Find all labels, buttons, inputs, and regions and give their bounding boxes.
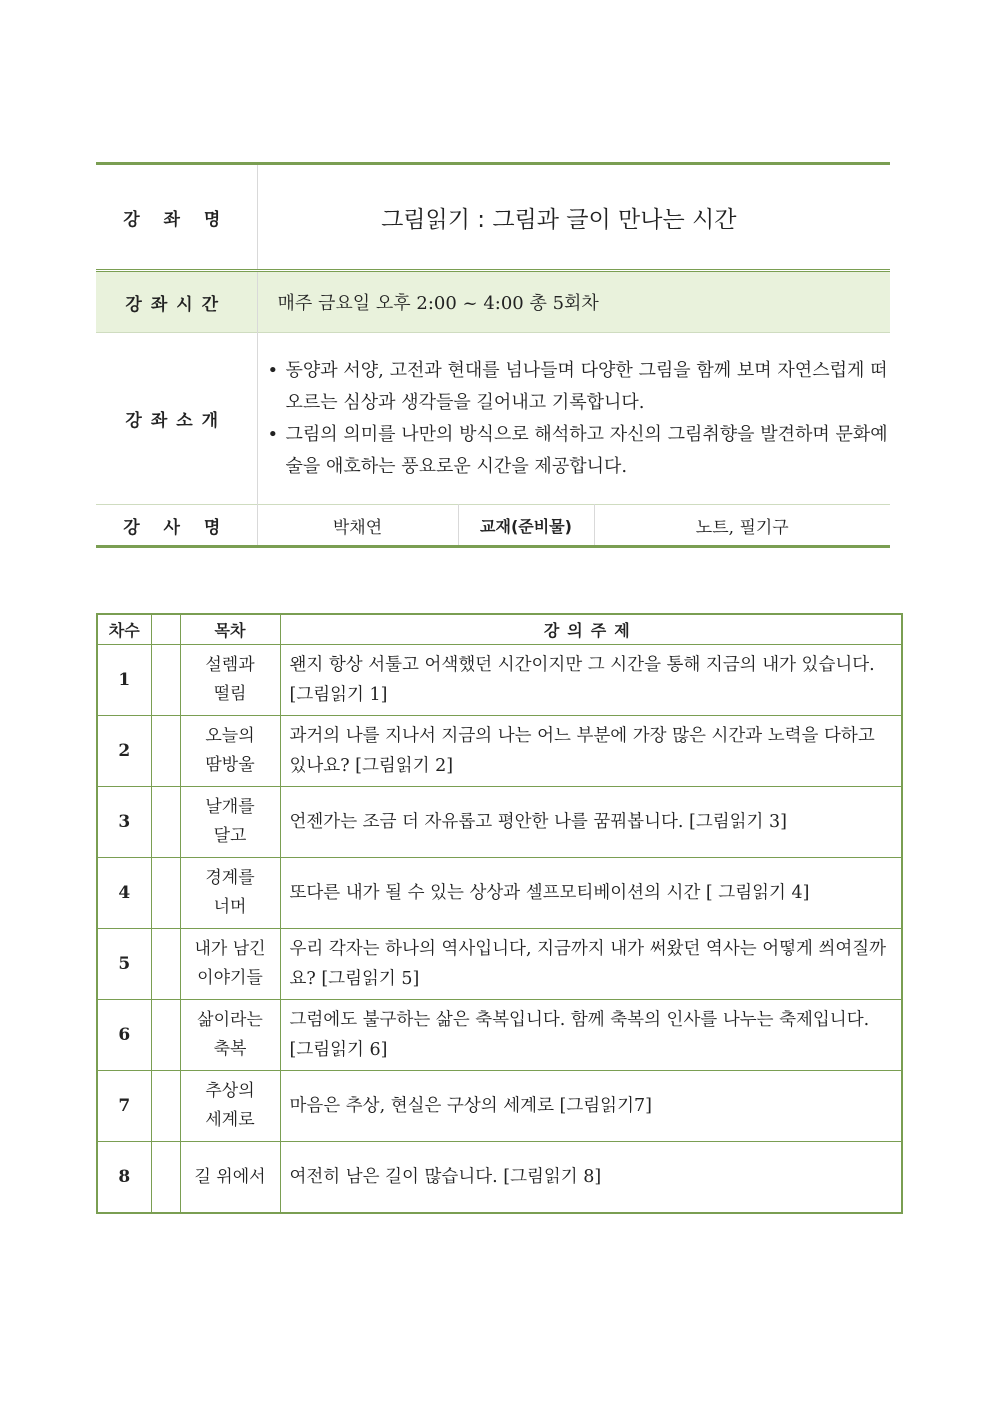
- chapter-line: 달고: [213, 826, 247, 846]
- spacer-cell: [151, 1142, 180, 1214]
- course-name: 그림읽기 : 그림과 글이 만나는 시간: [381, 206, 737, 233]
- table-row: [97, 645, 902, 716]
- session-topic: 마음은 추상, 현실은 구상의 세계로 [그림읽기7]: [280, 1071, 902, 1142]
- chapter-line: 축복: [213, 1039, 247, 1059]
- table-row: [97, 929, 902, 1000]
- chapter-line: 떨림: [213, 684, 247, 704]
- session-num: 3: [97, 787, 151, 858]
- table-row: [97, 858, 902, 929]
- table-row: [97, 787, 902, 858]
- chapter-line: 오늘의: [205, 726, 255, 746]
- table-row: [97, 716, 902, 787]
- session-chapter: [180, 716, 280, 787]
- session-num: 6: [97, 1000, 151, 1071]
- materials-label: 교재(준비물): [458, 505, 594, 547]
- course-time-label: 강좌시간: [96, 271, 257, 333]
- header-num: 차수: [97, 614, 151, 645]
- chapter-line: 길 위에서: [194, 1166, 266, 1187]
- spacer-cell: [151, 858, 180, 929]
- session-topic: 우리 각자는 하나의 역사입니다, 지금까지 내가 써왔던 역사는 어떻게 씌여질까요? [그림읽기 5]: [280, 929, 902, 1000]
- course-name-row: [96, 164, 890, 271]
- session-topic: 여전히 남은 길이 많습니다. [그림읽기 8]: [280, 1142, 902, 1214]
- session-num: 1: [97, 645, 151, 716]
- course-intro-list: [258, 355, 891, 483]
- session-topic: 왠지 항상 서툴고 어색했던 시간이지만 그 시간을 통해 지금의 내가 있습니다. [그림읽기 1]: [280, 645, 902, 716]
- course-name-label: 강 좌 명: [96, 164, 257, 271]
- chapter-line: 삶이라는: [197, 1010, 263, 1030]
- teacher-label: 강 사 명: [96, 505, 257, 547]
- table-row: [97, 1071, 902, 1142]
- course-time: 매주 금요일 오후 2:00 ~ 4:00 총 5회차: [257, 271, 890, 333]
- session-topic: 과거의 나를 지나서 지금의 나는 어느 부분에 가장 많은 시간과 노력을 다하고 있나요? [그림읽기 2]: [280, 716, 902, 787]
- session-num: 4: [97, 858, 151, 929]
- chapter-line: 세계로: [205, 1110, 255, 1130]
- session-chapter: [180, 787, 280, 858]
- header-spacer: [151, 614, 180, 645]
- session-chapter: [180, 929, 280, 1000]
- header-chapter: 목차: [180, 614, 280, 645]
- chapter-line: 땀방울: [205, 755, 255, 775]
- session-chapter: [180, 1000, 280, 1071]
- chapter-line: 경계를: [205, 868, 255, 888]
- session-num: 7: [97, 1071, 151, 1142]
- session-chapter: [180, 858, 280, 929]
- chapter-line: 내가 남긴: [194, 939, 266, 959]
- session-chapter: [180, 645, 280, 716]
- header-topic: 강의주제: [280, 614, 902, 645]
- session-chapter: [180, 1071, 280, 1142]
- chapter-line: 이야기들: [197, 968, 263, 988]
- table-row: [97, 1142, 902, 1214]
- schedule-table: [96, 613, 903, 1214]
- spacer-cell: [151, 929, 180, 1000]
- spacer-cell: [151, 1071, 180, 1142]
- session-topic: 언젠가는 조금 더 자유롭고 평안한 나를 꿈꿔봅니다. [그림읽기 3]: [280, 787, 902, 858]
- session-num: 5: [97, 929, 151, 1000]
- course-info-table: [96, 162, 890, 548]
- course-intro-label: 강좌소개: [96, 333, 257, 505]
- course-intro-item: • 그림의 의미를 나만의 방식으로 해석하고 자신의 그림취향을 발견하며 문화예술을 애호하는 풍요로운 시간을 제공합니다.: [286, 419, 891, 483]
- course-teacher-row: [96, 505, 890, 547]
- course-intro-item: • 동양과 서양, 고전과 현대를 넘나들며 다양한 그림을 함께 보며 자연스럽게 떠오르는 심상과 생각들을 길어내고 기록합니다.: [286, 355, 891, 419]
- teacher-name: 박채연: [257, 505, 458, 547]
- chapter-line: 너머: [213, 897, 247, 917]
- course-intro: [257, 333, 890, 505]
- spacer-cell: [151, 645, 180, 716]
- chapter-line: 설렘과: [205, 655, 255, 675]
- spacer-cell: [151, 1000, 180, 1071]
- chapter-line: 추상의: [205, 1081, 255, 1101]
- spacer-cell: [151, 716, 180, 787]
- session-chapter: [180, 1142, 280, 1214]
- course-intro-row: [96, 333, 890, 505]
- spacer-cell: [151, 787, 180, 858]
- chapter-line: 날개를: [205, 797, 255, 817]
- session-topic: 그럼에도 불구하는 삶은 축복입니다. 함께 축복의 인사를 나누는 축제입니다. [그림읽기 6]: [280, 1000, 902, 1071]
- materials: 노트, 필기구: [594, 505, 890, 547]
- session-num: 2: [97, 716, 151, 787]
- course-time-row: [96, 271, 890, 333]
- schedule-header-row: [97, 614, 902, 645]
- session-num: 8: [97, 1142, 151, 1214]
- table-row: [97, 1000, 902, 1071]
- session-topic: 또다른 내가 될 수 있는 상상과 셀프모티베이션의 시간 [ 그림읽기 4]: [280, 858, 902, 929]
